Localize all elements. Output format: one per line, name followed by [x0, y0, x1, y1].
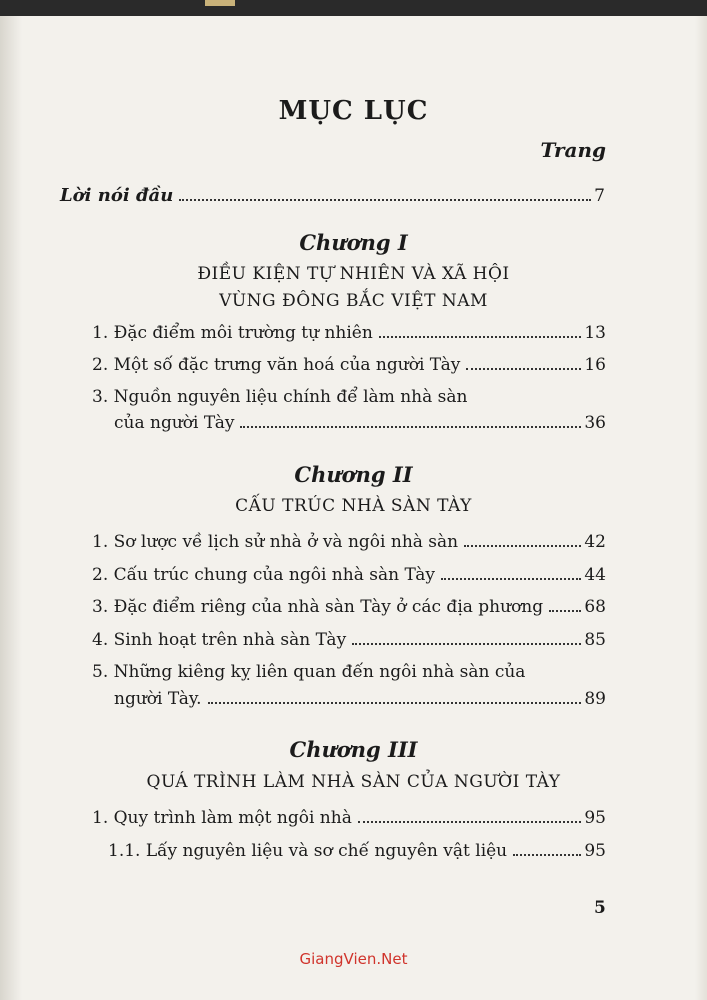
- toc-entry-preface[interactable]: [60, 185, 605, 206]
- dot-leader: [464, 545, 581, 547]
- toc-entry-page: 42: [584, 532, 606, 552]
- toc-entry[interactable]: [114, 689, 606, 709]
- toc-entry-label: người Tày.: [114, 689, 202, 709]
- toc-entry[interactable]: [108, 841, 606, 861]
- dot-leader: [240, 426, 581, 428]
- chapter-heading: Chương II: [294, 462, 413, 487]
- toc-entry-label: 1.1. Lấy nguyên liệu và sơ chế nguyên vật liệu: [108, 841, 508, 861]
- chapter-title-line: QUÁ TRÌNH LÀM NHÀ SÀN CỦA NGƯỜI TÀY: [146, 772, 561, 792]
- toc-entry[interactable]: [92, 532, 606, 552]
- toc-entry-page: 44: [584, 565, 606, 585]
- toc-entry[interactable]: [92, 630, 606, 650]
- toc-entry-label: 3. Đặc điểm riêng của nhà sàn Tày ở các địa phương: [92, 597, 544, 617]
- dot-leader: [358, 821, 582, 823]
- dot-leader: [179, 199, 591, 201]
- toc-entry-page: 13: [584, 323, 606, 343]
- toc-entry[interactable]: [92, 355, 606, 375]
- toc-entry-label: 4. Sinh hoạt trên nhà sàn Tày: [92, 630, 347, 650]
- dot-leader: [352, 643, 581, 645]
- toc-entry-label: 1. Quy trình làm một ngôi nhà: [92, 808, 352, 828]
- toc-entry-page: 95: [584, 808, 606, 828]
- toc-entry-page: 95: [584, 841, 606, 861]
- dot-leader: [466, 368, 581, 370]
- chapter-heading: Chương I: [299, 230, 408, 255]
- toc-entry[interactable]: [92, 808, 606, 828]
- toc-entry-page: 68: [584, 597, 606, 617]
- toc-entry-label-line1[interactable]: 5. Những kiêng kỵ liên quan đến ngôi nhà sàn của: [92, 662, 526, 682]
- chapter-title-line: ĐIỀU KIỆN TỰ NHIÊN VÀ XÃ HỘI: [197, 264, 510, 284]
- toc-entry-label: 1. Sơ lược về lịch sử nhà ở và ngôi nhà sàn: [92, 532, 459, 552]
- chapter-title-line: CẤU TRÚC NHÀ SÀN TÀY: [235, 496, 472, 516]
- page-column-header: Trang: [540, 138, 606, 162]
- page-number: 5: [594, 898, 606, 918]
- toc-entry-label: của người Tày: [114, 413, 235, 433]
- toc-entry[interactable]: [92, 565, 606, 585]
- dot-leader: [379, 336, 582, 338]
- toc-entry[interactable]: [114, 413, 606, 433]
- toc-entry-page: 89: [584, 689, 606, 709]
- toc-entry-label-line1[interactable]: 3. Nguồn nguyên liệu chính để làm nhà sàn: [92, 387, 468, 407]
- dot-leader: [549, 610, 581, 612]
- dot-leader: [208, 702, 582, 704]
- watermark: GiangVien.Net: [299, 950, 408, 968]
- toc-entry-label: Lời nói đầu: [60, 185, 174, 206]
- chapter-title-line: VÙNG ĐÔNG BẮC VIỆT NAM: [219, 291, 488, 311]
- toc-entry[interactable]: [92, 323, 606, 343]
- toc-entry-label: 2. Một số đặc trưng văn hoá của người Tày: [92, 355, 461, 375]
- chapter-heading: Chương III: [289, 737, 418, 762]
- page-title: MỤC LỤC: [278, 96, 429, 126]
- toc-entry[interactable]: [92, 597, 606, 617]
- toc-entry-page: 36: [584, 413, 606, 433]
- toc-entry-label: 2. Cấu trúc chung của ngôi nhà sàn Tày: [92, 565, 436, 585]
- toc-entry-page: 85: [584, 630, 606, 650]
- dot-leader: [513, 854, 581, 856]
- toc-entry-label: 1. Đặc điểm môi trường tự nhiên: [92, 323, 373, 343]
- dot-leader: [441, 578, 581, 580]
- toc-entry-page: 7: [594, 186, 605, 206]
- toc-entry-page: 16: [584, 355, 606, 375]
